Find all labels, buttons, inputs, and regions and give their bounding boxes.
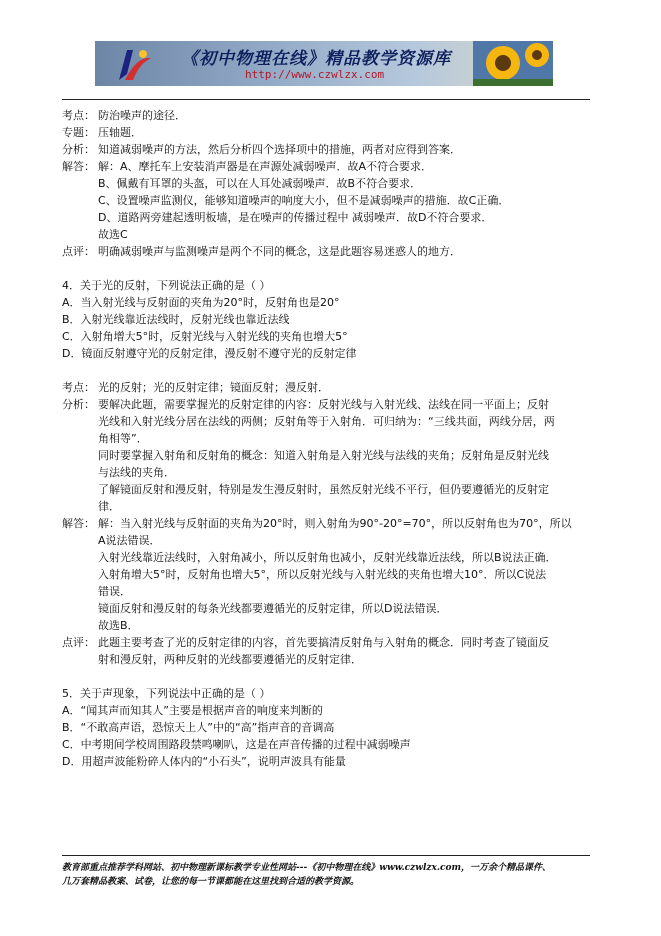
q4-fenxi-cont — [62, 498, 602, 515]
q4-dianping-line: 射和漫反射，两种反射的光线都要遵循光的反射定律． — [98, 653, 362, 666]
q4-jieda-cont — [62, 532, 602, 549]
q3-kaodian-text: 防治噪声的途径． — [98, 109, 186, 122]
q4-dianping-cont — [62, 651, 602, 668]
logo-icon — [115, 46, 153, 82]
footer-line: 几万套精品教案、试卷，让您的每一节课都能在这里找到合适的教学资源。 — [62, 877, 360, 887]
q4-kaodian-text: 光的反射；光的反射定律；镜面反射；漫反射． — [98, 381, 329, 394]
q3-jieda-line: D、道路两旁建起透明板墙，是在噪声的传播过程中 减弱噪声．故D不符合要求． — [98, 211, 493, 224]
q5-option-b[interactable] — [62, 719, 602, 736]
q4-kaodian-label: 考点： — [62, 381, 95, 394]
q3-jieda-line: C、设置噪声监测仪，能够知道噪声的响度大小，但不是减弱噪声的措施．故C正确． — [98, 194, 510, 207]
q4-jieda-line: 错误． — [98, 585, 131, 598]
header-divider — [62, 99, 590, 100]
q4-fenxi-line: 光线和入射光线分居在法线的两侧；反射角等于入射角．可归纳为：“三线共面，两线分居，两 — [98, 415, 555, 428]
q4-jieda-cont — [62, 617, 602, 634]
q4-jieda-cont — [62, 566, 602, 583]
q4-fenxi-line: 与法线的夹角． — [98, 466, 175, 479]
q4-dianping — [62, 634, 602, 651]
q4-fenxi-line: 要解决此题，需要掌握光的反射定律的内容：反射光线与入射光线、法线在同一平面上；反射 — [98, 398, 549, 411]
q4-jieda-line: 入射角增大5°时，反射角也增大5°，所以反射光线与入射光线的夹角也增大10°．所以C说法 — [98, 568, 547, 581]
banner-title: 《初中物理在线》精品教学资源库 — [181, 49, 451, 69]
q3-zhuanti-label: 专题： — [62, 126, 95, 139]
q4-option-text: B．入射光线靠近法线时，反射光线也靠近法线 — [62, 313, 290, 326]
q3-jieda-line: 故选C — [98, 228, 128, 241]
sunflower-icon — [473, 41, 553, 86]
q5-option-d[interactable] — [62, 753, 602, 770]
q4-option-text: D．镜面反射遵守光的反射定律，漫反射不遵守光的反射定律 — [62, 347, 357, 360]
q4-dianping-label: 点评： — [62, 636, 95, 649]
q4-stem — [62, 277, 602, 294]
q3-kaodian — [62, 107, 602, 124]
q3-zhuanti-text: 压轴题． — [98, 126, 142, 139]
q3-dianping-label: 点评： — [62, 245, 95, 258]
q5-option-text: A．“闻其声而知其人”主要是根据声音的响度来判断的 — [62, 704, 323, 717]
q4-fenxi-cont — [62, 413, 602, 430]
q4-fenxi-line: 律． — [98, 500, 120, 513]
q4-jieda-cont — [62, 583, 602, 600]
q4-dianping-line: 此题主要考查了光的反射定律的内容，首先要搞清反射角与入射角的概念．同时考查了镜面反 — [98, 636, 549, 649]
document-body — [62, 107, 602, 770]
q3-jieda-label: 解答： — [62, 160, 95, 173]
q4-option-a[interactable] — [62, 294, 602, 311]
q4-option-b[interactable] — [62, 311, 602, 328]
q4-kaodian — [62, 379, 602, 396]
q4-fenxi-line: 同时要掌握入射角和反射角的概念：知道入射角是入射光线与法线的夹角；反射角是反射光线 — [98, 449, 549, 462]
q5-stem — [62, 685, 602, 702]
footer — [62, 861, 602, 889]
q4-fenxi-cont — [62, 430, 602, 447]
q4-jieda-line: 镜面反射和漫反射的每条光线都要遵循光的反射定律，所以D说法错误． — [98, 602, 448, 615]
q4-stem-text: 4．关于光的反射，下列说法正确的是（ ） — [62, 279, 271, 292]
footer-divider — [62, 855, 590, 856]
q4-jieda — [62, 515, 602, 532]
q4-jieda-line: 入射光线靠近法线时，入射角减小，所以反射角也减小，反射光线靠近法线，所以B说法正确． — [98, 551, 557, 564]
q4-option-text: C．入射角增大5°时，反射光线与入射光线的夹角也增大5° — [62, 330, 348, 343]
q4-fenxi-cont — [62, 464, 602, 481]
q5-option-a[interactable] — [62, 702, 602, 719]
q4-option-c[interactable] — [62, 328, 602, 345]
q3-jieda-line: 解：A、摩托车上安装消声器是在声源处减弱噪声．故A不符合要求． — [98, 160, 433, 173]
q4-jieda-cont — [62, 549, 602, 566]
q4-fenxi-cont — [62, 481, 602, 498]
q5-option-text: C．中考期间学校周围路段禁鸣喇叭，这是在声音传播的过程中减弱噪声 — [62, 738, 411, 751]
q4-fenxi-label: 分析： — [62, 398, 95, 411]
q4-jieda-line: 故选B． — [98, 619, 139, 632]
q3-jieda — [62, 158, 602, 175]
banner-url[interactable]: http://www.czwlzx.com — [245, 68, 385, 81]
q4-fenxi-line: 了解镜面反射和漫反射，特别是发生漫反射时，虽然反射光线不平行，但仍要遵循光的反射定 — [98, 483, 549, 496]
q5-option-text: D．用超声波能粉碎人体内的“小石头”，说明声波具有能量 — [62, 755, 346, 768]
q3-fenxi — [62, 141, 602, 158]
q4-option-text: A．当入射光线与反射面的夹角为20°时，反射角也是20° — [62, 296, 340, 309]
q5-stem-text: 5．关于声现象，下列说法中正确的是（ ） — [62, 687, 271, 700]
q5-option-c[interactable] — [62, 736, 602, 753]
q3-jieda-cont — [62, 192, 602, 209]
header-banner — [95, 41, 553, 86]
q4-fenxi-line: 角相等”． — [98, 432, 148, 445]
q3-jieda-cont — [62, 175, 602, 192]
q3-jieda-cont — [62, 209, 602, 226]
q3-jieda-line: B、佩戴有耳罩的头盔，可以在人耳处减弱噪声．故B不符合要求． — [98, 177, 422, 190]
q4-option-d[interactable] — [62, 345, 602, 362]
q4-fenxi-cont — [62, 447, 602, 464]
q4-jieda-line: 解：当入射光线与反射面的夹角为20°时，则入射角为90°-20°=70°，所以反射角也为70°，所以 — [98, 517, 572, 530]
q5-option-text: B．“不敢高声语，恐惊天上人”中的“高”指声音的音调高 — [62, 721, 335, 734]
q3-kaodian-label: 考点： — [62, 109, 95, 122]
q4-jieda-cont — [62, 600, 602, 617]
q3-zhuanti — [62, 124, 602, 141]
q3-dianping — [62, 243, 602, 260]
q3-fenxi-label: 分析： — [62, 143, 95, 156]
q4-fenxi — [62, 396, 602, 413]
q3-fenxi-text: 知道减弱噪声的方法，然后分析四个选择项中的措施，两者对应得到答案． — [98, 143, 461, 156]
q4-jieda-label: 解答： — [62, 517, 95, 530]
q4-jieda-line: A说法错误． — [98, 534, 161, 547]
footer-line: 教育部重点推荐学科网站、初中物理新课标教学专业性网站---《初中物理在线》www.czwlzx.com，一万余个精品课件、 — [62, 863, 552, 873]
q3-jieda-cont — [62, 226, 602, 243]
q3-dianping-text: 明确减弱噪声与监测噪声是两个不同的概念，这是此题容易迷惑人的地方． — [98, 245, 461, 258]
